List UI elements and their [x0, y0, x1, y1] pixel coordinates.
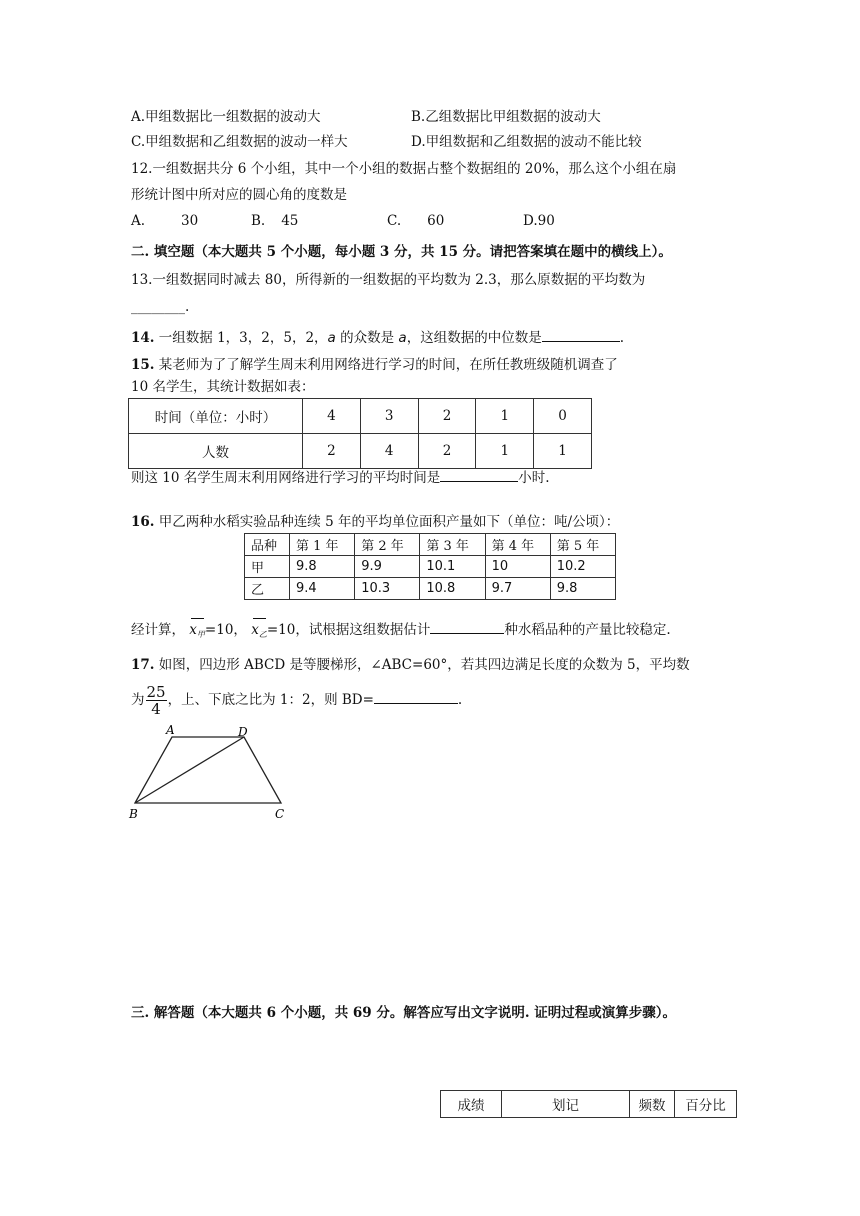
trapezoid-abcd — [135, 737, 281, 803]
q17-line1: 17. 如图，四边形 ABCD 是等腰梯形，∠ABC=60°，若其四边满足长度的众数为 5，平均数 — [131, 657, 690, 673]
q12-option-c: C. 60 — [387, 213, 445, 229]
table-row — [129, 399, 592, 434]
mean-x-yi: $x_乙$ — [251, 620, 267, 645]
q15-count-label: 人数 — [129, 434, 303, 469]
table-row — [245, 556, 616, 578]
q16-header-cell: 品种 — [245, 534, 290, 556]
q16-value-cell: 10.3 — [355, 578, 420, 600]
q14-answer-blank[interactable] — [542, 327, 620, 342]
q11-option-d: D.甲组数据和乙组数据的波动不能比较 — [411, 134, 642, 150]
q16-variety-name: 乙 — [245, 578, 290, 600]
q14-number: 14. — [131, 330, 155, 346]
trapezoid-diagram — [120, 722, 300, 828]
q12-line2: 形统计图中所对应的圆心角的度数是 — [131, 187, 347, 203]
q15-hour-cell: 3 — [360, 399, 418, 434]
q12-line1: 12.一组数据共分 6 个小组，其中一个小组的数据占整个数据组的 20%，那么这个小组在扇 — [131, 161, 677, 177]
q16-value-cell: 9.7 — [485, 578, 550, 600]
q15-count-cell: 1 — [476, 434, 534, 469]
q16-value-cell: 10.8 — [420, 578, 485, 600]
freq-header-cell: 成绩 — [441, 1091, 502, 1118]
q15-count-cell: 1 — [534, 434, 592, 469]
q12-option-a: A. 30 — [131, 213, 199, 229]
vertex-label-b: B — [129, 807, 138, 821]
q16-value-cell: 10.1 — [420, 556, 485, 578]
q15-hour-cell: 0 — [534, 399, 592, 434]
q12-option-b: B. 45 — [251, 213, 299, 229]
q15-line2: 10 名学生，其统计数据如表： — [131, 379, 315, 395]
table-row — [245, 534, 616, 556]
q16-header-cell: 第 5 年 — [550, 534, 615, 556]
q15-count-cell: 2 — [303, 434, 361, 469]
diagonal-bd — [135, 737, 244, 803]
q17-line2: 为 $\frac{25}{4}$ ，上、下底之比为 1：2，则 BD= . — [131, 683, 463, 718]
section2-title: 二. 填空题（本大题共 5 个小题，每小题 3 分，共 15 分。请把答案填在题中的横线上）。 — [131, 244, 672, 260]
mean-x-jia: $x_甲$ — [189, 620, 205, 645]
q16-header-cell: 第 3 年 — [420, 534, 485, 556]
q12-option-d: D.90 — [523, 213, 555, 229]
q11-option-b: B.乙组数据比甲组数据的波动大 — [411, 109, 601, 125]
vertex-label-c: C — [275, 807, 285, 821]
table-row — [129, 434, 592, 469]
vertex-label-a: A — [166, 723, 175, 737]
frequency-table — [440, 1090, 737, 1118]
vertex-label-d: D — [238, 725, 248, 739]
q11-option-a: A.甲组数据比一组数据的波动大 — [131, 109, 321, 125]
table-row — [441, 1091, 737, 1118]
q14: 14. 一组数据 1，3，2，5，2，a 的众数是 a，这组数据的中位数是 . — [131, 327, 624, 348]
q15-line1: 15. 某老师为了了解学生周末利用网络进行学习的时间，在所任教班级随机调查了 — [131, 357, 618, 373]
q16-variety-name: 甲 — [245, 556, 290, 578]
q16-line1: 16. 甲乙两种水稻实验品种连续 5 年的平均单位面积产量如下（单位：吨/公顷）： — [131, 514, 620, 530]
q13-line1: 13.一组数据同时减去 80，所得新的一组数据的平均数为 2.3，那么原数据的平均数为 — [131, 272, 646, 288]
q15-count-cell: 4 — [360, 434, 418, 469]
q15-answer-blank[interactable] — [440, 467, 518, 482]
q15-table — [128, 398, 592, 469]
q15-hour-cell: 4 — [303, 399, 361, 434]
q16-value-cell: 10 — [485, 556, 550, 578]
q11-option-c: C.甲组数据和乙组数据的波动一样大 — [131, 134, 348, 150]
q16-header-cell: 第 1 年 — [290, 534, 355, 556]
q15-header-label: 时间（单位：小时） — [129, 399, 303, 434]
q16-header-cell: 第 2 年 — [355, 534, 420, 556]
q16-table — [244, 533, 616, 600]
q16-header-cell: 第 4 年 — [485, 534, 550, 556]
q17-answer-blank[interactable] — [374, 689, 458, 704]
table-row — [245, 578, 616, 600]
q15-after: 则这 10 名学生周末利用网络进行学习的平均时间是 小时. — [131, 467, 550, 488]
freq-header-cell: 频数 — [630, 1091, 675, 1118]
q16-value-cell: 9.4 — [290, 578, 355, 600]
q16-value-cell: 9.9 — [355, 556, 420, 578]
q13-line2: ________. — [131, 299, 190, 315]
q15-count-cell: 2 — [418, 434, 476, 469]
freq-header-cell: 划记 — [502, 1091, 630, 1118]
q16-calc: 经计算， $x_甲=10$， $x_乙=10$，试根据这组数据估计 种水稻品种的产量比较稳定. — [131, 619, 671, 645]
section3-title: 三. 解答题（本大题共 6 个小题，共 69 分。解答应写出文字说明. 证明过程或演算步骤）。 — [131, 1005, 677, 1021]
freq-header-cell: 百分比 — [675, 1091, 737, 1118]
q16-value-cell: 9.8 — [290, 556, 355, 578]
q16-value-cell: 9.8 — [550, 578, 615, 600]
q15-hour-cell: 1 — [476, 399, 534, 434]
q17-fraction: $\frac{25}{4}$ — [146, 683, 166, 718]
q16-answer-blank[interactable] — [430, 619, 504, 634]
q16-value-cell: 10.2 — [550, 556, 615, 578]
q15-hour-cell: 2 — [418, 399, 476, 434]
